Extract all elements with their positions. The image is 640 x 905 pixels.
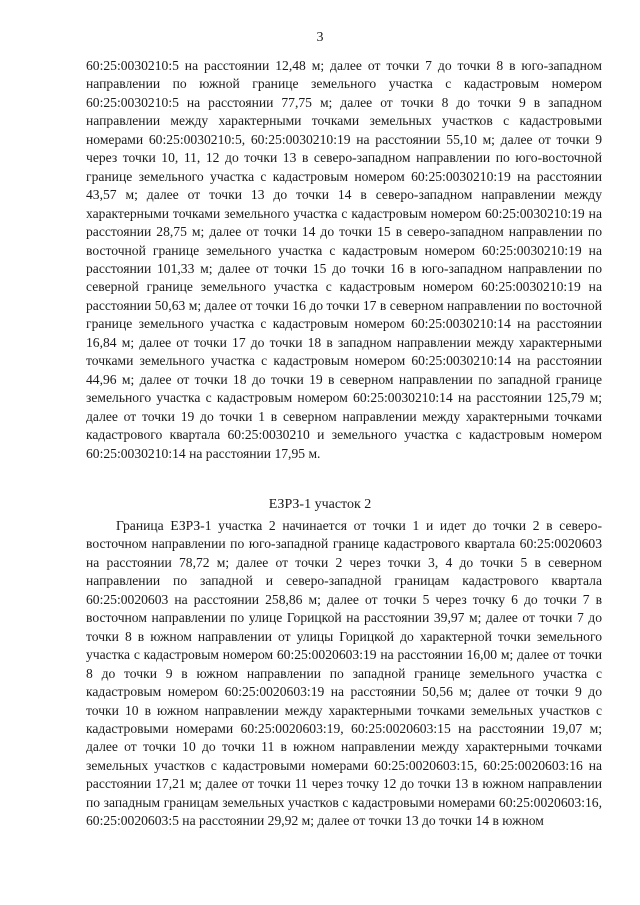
paragraph-ezrz1-plot2: Граница ЕЗРЗ-1 участка 2 начинается от точки 1 и идет до точки 2 в северо-восточном направлении по юго-западной границе кадастрового квартала 60:25:0020603 на расстоянии 78,72 м; далее от точки 2 через точки 3, 4 до точки 5 в северном направлении по западной и северо-западной границам кадастрового квартала 60:25:0020603 на расстоянии 258,86 м; далее от точки 5 через точку 6 до точки 7 в восточном направлении по улице Горицкой на расстоянии 39,97 м; далее от точки 7 до точки 8 в южном направлении от улицы Горицкой до характерной точки земельного участка с кадастровым номером 60:25:0020603:19 на расстоянии 16,00 м; далее от точки 8 до точки 9 в южном направлении по западной границе земельного участка с кадастровым номером 60:25:0020603:19 на расстоянии 50,56 м; далее от точки 9 до точки 10 в южном направлении между характерными точками земельных участков с кадастровыми номерами 60:25:0020603:19, 60:25:0020603:15 на расстоянии 19,07 м; далее от точки 10 до точки 11 в южном направлении между характерными точками земельных участков с кадастровыми номерами 60:25:0020603:15, 60:25:0020603:16 на расстоянии 17,21 м; далее от точки 11 через точку 12 до точки 13 в южном направлении по западным границам земельных участков с кадастровыми номерами 60:25:0020603:16, 60:25:0020603:5 на расстоянии 29,92 м; далее от точки 13 до точки 14 в южном [86,518,602,829]
page-number: 3 [316,30,324,45]
section-heading: ЕЗРЗ-1 участок 2 [268,497,372,512]
paragraph-boundary-continuation: 60:25:0030210:5 на расстоянии 12,48 м; далее от точки 7 до точки 8 в юго-западном направлении по южной границе земельного участка с кадастровым номером 60:25:0030210:5 на расстоянии 77,75 м; далее от точки 8 до точки 9 в западном направлении между характерными точками земельных участков с кадастровыми номерами 60:25:0030210:5, 60:25:0030210:19 на расстоянии 55,10 м; далее от точки 9 через точки 10, 11, 12 до точки 13 в северо-западном направлении по юго-восточной границе земельного участка с кадастровым номером 60:25:0030210:19 на расстоянии 43,57 м; далее от точки 13 до точки 14 в северо-западном направлении между характерными точками земельного участка с кадастровым номером 60:25:0030210:19 на расстоянии 28,75 м; далее от точки 14 до точки 15 в северо-западном направлении по восточной границе земельного участка с кадастровым номером 60:25:0030210:19 на расстоянии 101,33 м; далее от точки 15 до точки 16 в юго-западном направлении по северной границе земельного участка с кадастровым номером 60:25:0030210:19 на расстоянии 50,63 м; далее от точки 16 до точки 17 в северном направлении по восточной границе земельного участка с кадастровым номером 60:25:0030210:14 на расстоянии 16,84 м; далее от точки 17 до точки 18 в западном направлении между характерными точками земельного участка с кадастровым номером 60:25:0030210:14 на расстоянии 44,96 м; далее от точки 18 до точки 19 в северном направлении по западной границе земельного участка с кадастровым номером 60:25:0030210:14 на расстоянии 125,79 м; далее от точки 19 до точки 1 в северном направлении между характерными точками кадастрового квартала 60:25:0030210 и земельного участка с кадастровым номером 60:25:0030210:14 на расстоянии 17,95 м. [86,58,602,461]
